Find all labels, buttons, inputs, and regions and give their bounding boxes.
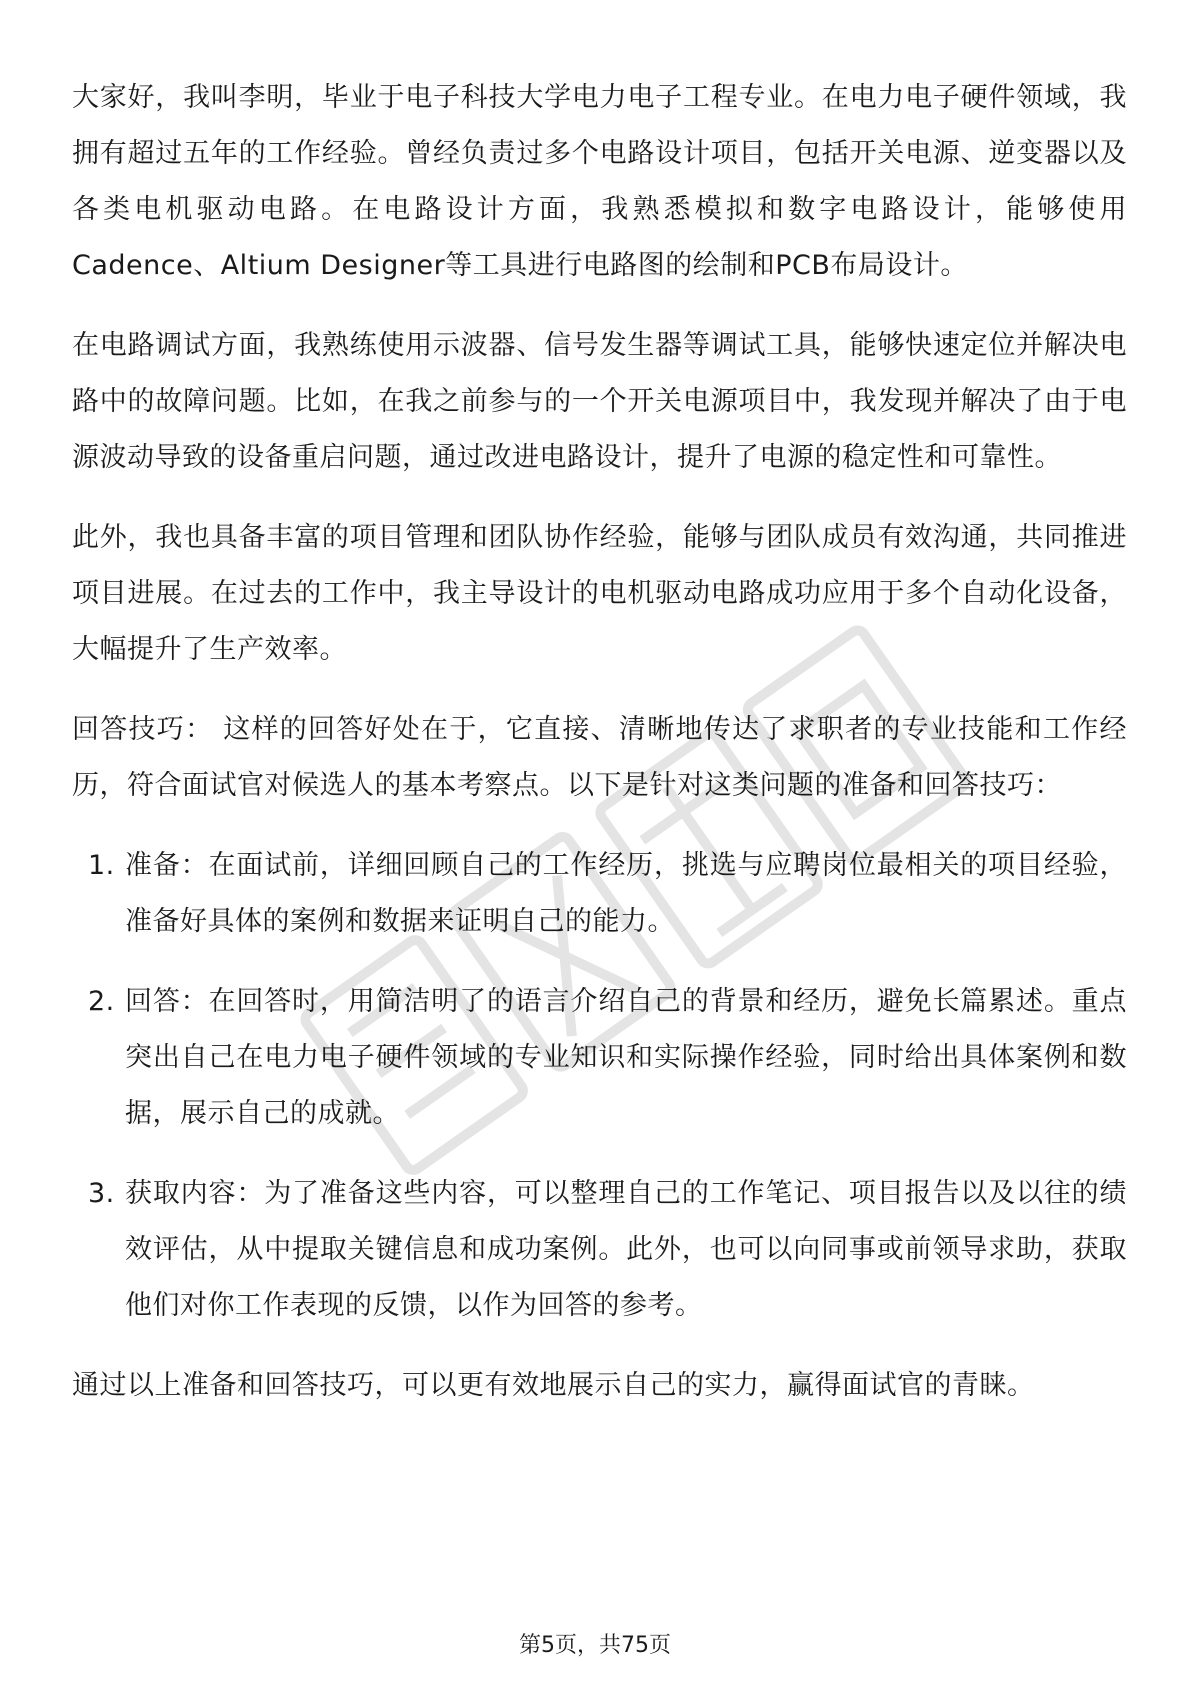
management-paragraph: 此外，我也具备丰富的项目管理和团队协作经验，能够与团队成员有效沟通，共同推进项目进展。在过去的工作中，我主导设计的电机驱动电路成功应用于多个自动化设备，大幅提升了生产效率。: [72, 522, 1127, 665]
document-body: [72, 70, 1127, 1438]
closing-paragraph: 通过以上准备和回答技巧，可以更有效地展示自己的实力，赢得面试官的青睐。: [72, 1370, 1035, 1401]
list-text: 获取内容：为了准备这些内容，可以整理自己的工作笔记、项目报告以及以往的绩效评估，从中提取关键信息和成功案例。此外，也可以向同事或前领导求助，获取他们对你工作表现的反馈，以作为回答的参考。: [125, 1178, 1127, 1321]
list-item: [72, 974, 1127, 1142]
intro-paragraph: 大家好，我叫李明，毕业于电子科技大学电力电子工程专业。在电力电子硬件领域，我拥有超过五年的工作经验。曾经负责过多个电路设计项目，包括开关电源、逆变器以及各类电机驱动电路。在电路设计方面，我熟悉模拟和数字电路设计，能够使用Cadence、Altium Designer等工具进行电路图的绘制和PCB布局设计。: [72, 82, 1127, 281]
list-text: 回答：在回答时，用简洁明了的语言介绍自己的背景和经历，避免长篇累述。重点突出自己在电力电子硬件领域的专业知识和实际操作经验，同时给出具体案例和数据，展示自己的成就。: [125, 986, 1127, 1129]
page-footer: 第5页，共75页: [519, 1633, 671, 1658]
list-number: 3.: [88, 1178, 115, 1209]
list-number: 2.: [88, 986, 115, 1017]
debugging-paragraph: 在电路调试方面，我熟练使用示波器、信号发生器等调试工具，能够快速定位并解决电路中的故障问题。比如，在我之前参与的一个开关电源项目中，我发现并解决了由于电源波动导致的设备重启问题，通过改进电路设计，提升了电源的稳定性和可靠性。: [72, 330, 1127, 473]
list-item: [72, 838, 1127, 950]
list-item: [72, 1166, 1127, 1334]
tips-list: [72, 838, 1127, 1334]
list-text: 准备：在面试前，详细回顾自己的工作经历，挑选与应聘岗位最相关的项目经验，准备好具体的案例和数据来证明自己的能力。: [125, 850, 1127, 937]
tips-paragraph: 回答技巧： 这样的回答好处在于，它直接、清晰地传达了求职者的专业技能和工作经历，符合面试官对候选人的基本考察点。以下是针对这类问题的准备和回答技巧：: [72, 714, 1127, 801]
list-number: 1.: [88, 850, 115, 881]
